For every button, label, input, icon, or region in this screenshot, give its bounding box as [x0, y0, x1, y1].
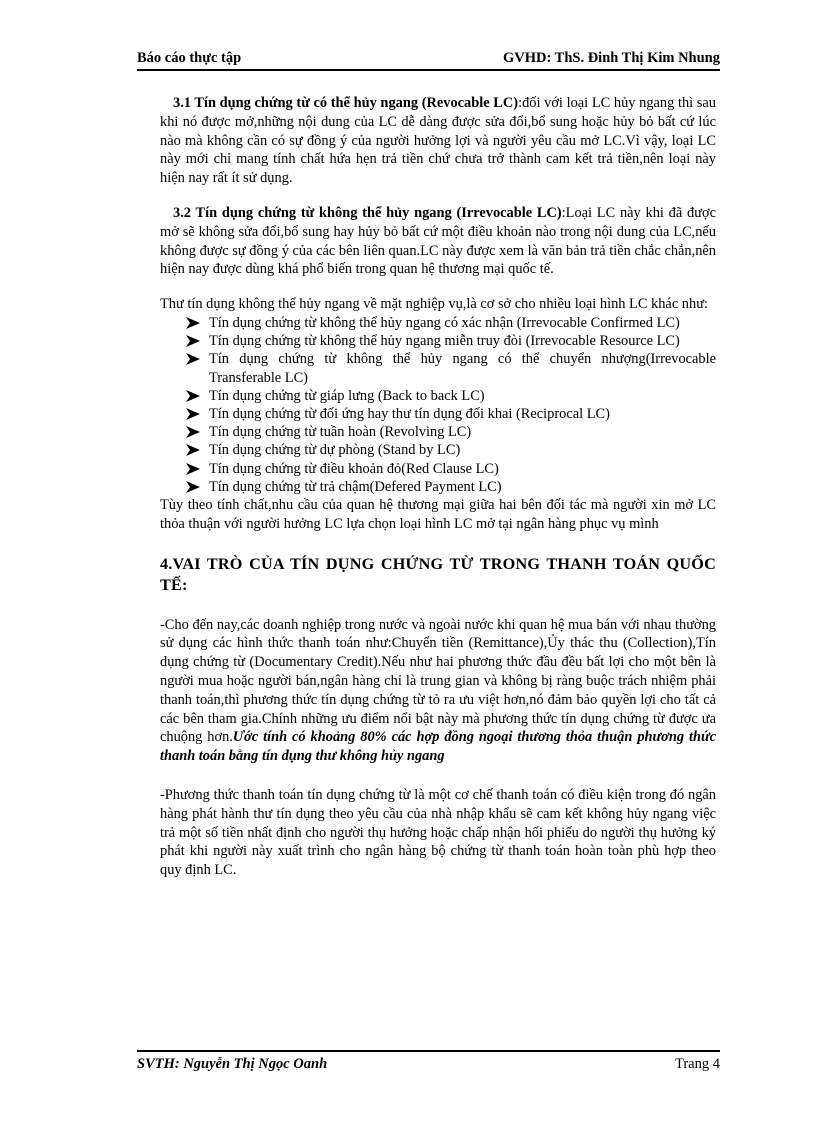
- section-3-2-text: :Loại LC này khi đã được mở sẽ không sửa đổi,bổ sung hay hủy bỏ bất cứ một điều khoản nào trong nội dung của LC,nếu không được sự đồng ý của các bên liên quan.LC này được xem là văn bản trả tiền chắc chắn,nên hiện nay được dùng khá phổ biến trong quan hệ thương mại quốc tế.: [160, 204, 716, 278]
- section-4-p1-emphasis: Ước tính có khoảng 80% các hợp đồng ngoại thương thỏa thuận phương thức thanh toán bằng tín dụng thư không hủy ngang: [160, 729, 717, 765]
- arrow-bullet-icon: [186, 426, 200, 438]
- page-footer: [137, 1050, 720, 1073]
- arrow-bullet-icon: [186, 481, 200, 493]
- list-item: Tín dụng chứng từ điều khoản đỏ(Red Clause LC): [186, 460, 716, 478]
- section-3-2-title: 3.2 Tín dụng chứng từ không thể hủy ngang (Irrevocable LC): [173, 204, 562, 221]
- header-supervisor: GVHD: ThS. Đinh Thị Kim Nhung: [502, 50, 720, 66]
- list-intro: Thư tín dụng không thể hủy ngang về mặt nghiệp vụ,là cơ sở cho nhiều loại hình LC khác như:: [160, 296, 708, 313]
- page-content: [160, 94, 716, 880]
- section-3-1-title: 3.1 Tín dụng chứng từ có thể hủy ngang (Revocable LC): [173, 95, 519, 111]
- arrow-bullet-icon: [186, 353, 200, 365]
- arrow-bullet-icon: [186, 390, 200, 402]
- section-4-paragraph-2: -Phương thức thanh toán tín dụng chứng từ là một cơ chế thanh toán có điều kiện trong đó ngân hàng phát hành thư tín dụng theo yêu cầu của nhà nhập khẩu sẽ cam kết không hủy ngang việc trả một số tiền nhất định cho người thụ hưởng hoặc chấp nhận hối phiếu do người thụ hưởng ký phát khi người này xuất trình cho ngân hàng bộ chứng từ thanh toán hoàn toàn phù hợp theo quy định LC.: [160, 786, 716, 879]
- section-4-p1-text: -Cho đến nay,các doanh nghiệp trong nước và ngoài nước khi quan hệ mua bán với nhau thường sử dụng các hình thức thanh toán như:Chuyển tiền (Remittance),Ủy thác thu (Collection),Tín dụng chứng từ (Documentary Credit).Nếu như hai phương thức đầu đều bất lợi cho một bên là người mua hoặc người bán,ngân hàng chỉ là trung gian và không bị ràng buộc trách nhiệm phải thanh toán,thì phương thức tín dụng chứng từ tỏ ra ưu việt hơn,nó đảm bảo quyền lợi cho tất cả các bên tham gia.Chính những ưu điểm nổi bật này mà phương thức tín dụng chứng từ được ưa chuộng hơn.: [160, 616, 716, 746]
- section-4-paragraph-1: [160, 616, 716, 766]
- footer-author: SVTH: Nguyễn Thị Ngọc Oanh: [137, 1056, 328, 1072]
- section-3-1-text: :đối với loại LC hủy ngang thì sau khi nó được mở,những nội dung của LC dễ dàng được sửa đổi,bổ sung hoặc hủy bỏ bất cứ lúc nào mà không cần có sự đồng ý của người hưởng lợi và người yêu cầu mở LC.Vì vậy, loại LC này mới chỉ mang tính chất hứa hẹn trả tiền chứ chưa trở thành cam kết trả tiền,nên loại này hiện nay rất ít sử dụng.: [160, 95, 716, 187]
- list-item: Tín dụng chứng từ không thể hủy ngang có thể chuyển nhượng(Irrevocable Transferable LC): [186, 350, 716, 386]
- list-item: Tín dụng chứng từ trả chậm(Defered Payment LC): [186, 478, 716, 496]
- arrow-bullet-icon: [186, 408, 200, 420]
- list-item: Tín dụng chứng từ tuần hoàn (Revolving LC): [186, 423, 716, 441]
- arrow-bullet-icon: [186, 335, 200, 347]
- list-item: Tín dụng chứng từ giáp lưng (Back to back LC): [186, 387, 716, 405]
- arrow-bullet-icon: [186, 317, 200, 329]
- section-3-1-paragraph: [160, 94, 716, 188]
- list-item: Tín dụng chứng từ không thể hủy ngang có xác nhận (Irrevocable Confirmed LC): [186, 314, 716, 332]
- page-header: [137, 49, 720, 71]
- footer-page-number: Trang 4: [675, 1056, 720, 1072]
- section-3-2-paragraph: [160, 204, 716, 279]
- lc-type-list: [186, 314, 716, 496]
- list-item: Tín dụng chứng từ dự phòng (Stand by LC): [186, 441, 716, 459]
- list-item: Tín dụng chứng từ đối ứng hay thư tín dụng đối khai (Reciprocal LC): [186, 405, 716, 423]
- list-outro: Tùy theo tính chất,nhu cầu của quan hệ thương mại giữa hai bên đối tác mà người xin mở LC thỏa thuận với người hưởng LC lựa chọn loại hình LC mở tại ngân hàng phục vụ mình: [160, 497, 716, 532]
- arrow-bullet-icon: [186, 463, 200, 475]
- arrow-bullet-icon: [186, 444, 200, 456]
- list-item: Tín dụng chứng từ không thể hủy ngang miễn truy đòi (Irrevocable Resource LC): [186, 332, 716, 350]
- header-report-title: Báo cáo thực tập: [137, 50, 242, 66]
- section-4-heading: 4.VAI TRÒ CỦA TÍN DỤNG CHỨNG TỪ TRONG THANH TOÁN QUỐC TẾ:: [160, 554, 716, 594]
